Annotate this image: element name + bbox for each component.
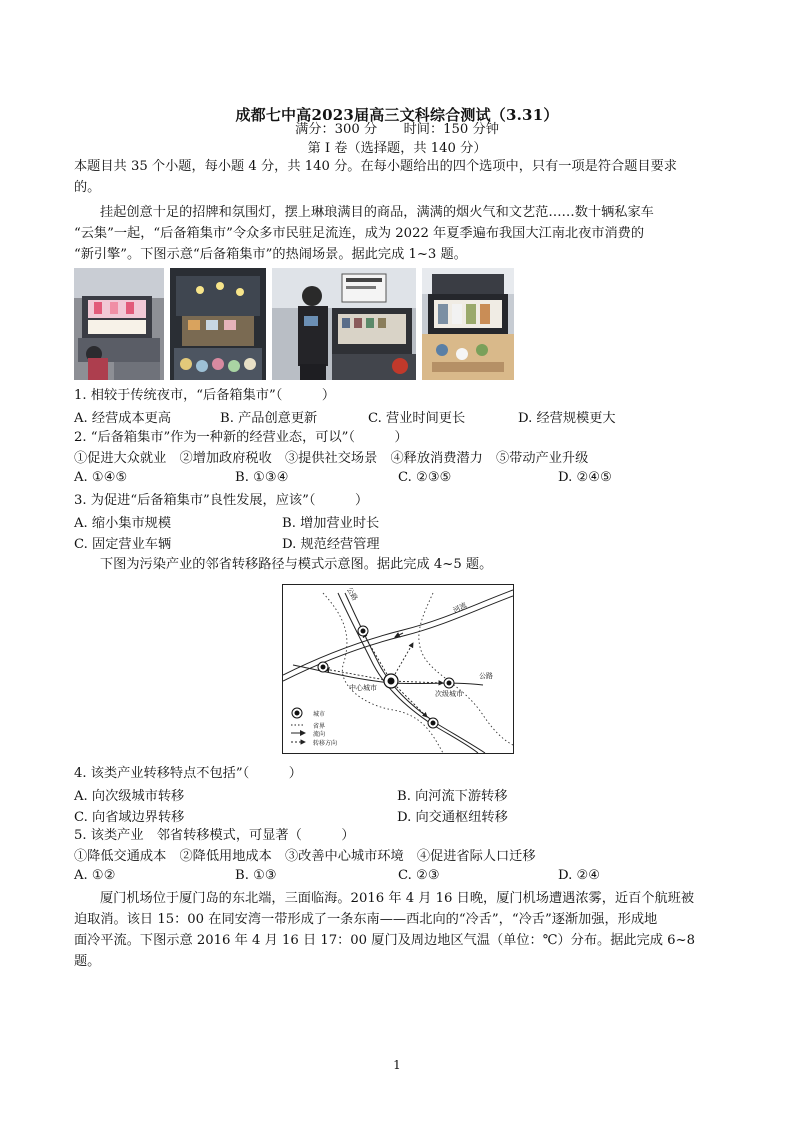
q5-option-b[interactable]: B. ①③: [235, 868, 277, 883]
score-time: 满分：300 分 时间：150 分钟: [295, 122, 499, 137]
passage2-line-1: 下图为污染产业的邻省转移路径与模式示意图。据此完成 4~5 题。: [100, 557, 493, 572]
question-5-stem: 5. 该类产业 邻省转移模式，可显著（ ）: [74, 828, 355, 843]
question-1-stem: 1. 相较于传统夜市，“后备箱集市”（ ）: [74, 388, 336, 403]
q2-option-a[interactable]: A. ①④⑤: [74, 470, 128, 485]
photo-1: [74, 268, 164, 380]
road-1: [345, 593, 485, 753]
map-label-road-top: 公路: [345, 585, 359, 603]
q3-option-c[interactable]: C. 固定营业车辆: [74, 537, 172, 552]
passage3-line-2: 迫取消。该日 15：00 在同安湾一带形成了一条东南——西北向的“冷舌”，“冷舌”逐渐加强，形成地: [74, 912, 658, 927]
photo-2: [170, 268, 266, 380]
legend-border: 省界: [313, 723, 326, 730]
legend-transfer: 转移方向: [313, 740, 338, 747]
instructions-line-1: 本题目共 35 个小题，每小题 4 分，共 140 分。在每小题给出的四个选项中，只有一项是符合题目要求: [74, 159, 677, 174]
q1-option-b[interactable]: B. 产品创意更新: [220, 411, 318, 426]
q2-statements: ①促进大众就业 ②增加政府税收 ③提供社交场景 ④释放消费潜力 ⑤带动产业升级: [74, 451, 589, 466]
passage3-line-1: 厦门机场位于厦门岛的东北端，三面临海。2016 年 4 月 16 日晚，厦门机场遭遇浓雾，近百个航班被: [100, 891, 695, 906]
transfer-arrow-south: [391, 681, 427, 717]
passage3-line-3: 面冷平流。下图示意 2016 年 4 月 16 日 17：00 厦门及周边地区气温（单位：℃）分布。据此完成 6~8: [74, 933, 695, 948]
question-4-stem: 4. 该类产业转移特点不包括”（ ）: [74, 766, 302, 781]
question-2-stem: 2. “后备箱集市”作为一种新的经营业态，可以”（ ）: [74, 430, 408, 445]
page-number: 1: [393, 1058, 401, 1072]
q2-option-d[interactable]: D. ②④⑤: [558, 470, 612, 485]
exam-title: 成都七中高2023届高三文科综合测试（3.31）: [235, 106, 559, 124]
q5-option-c[interactable]: C. ②③: [398, 868, 440, 883]
q2-option-c[interactable]: C. ②③⑤: [398, 470, 452, 485]
map-label-sub-city: 次级城市: [435, 690, 463, 698]
q1-option-d[interactable]: D. 经营规模更大: [518, 411, 616, 426]
legend-city: 城市: [313, 711, 326, 718]
passage1-line-3: “新引擎”。下图示意“后备箱集市”的热闹场景。据此完成 1~3 题。: [74, 247, 467, 262]
q4-option-b[interactable]: B. 向河流下游转移: [397, 789, 508, 804]
q1-option-c[interactable]: C. 营业时间更长: [368, 411, 466, 426]
q3-option-b[interactable]: B. 增加营业时长: [282, 516, 380, 531]
q5-statements: ①降低交通成本 ②降低用地成本 ③改善中心城市环境 ④促进省际人口迁移: [74, 849, 536, 864]
q1-option-a[interactable]: A. 经营成本更高: [74, 411, 172, 426]
section-heading: 第 I 卷（选择题，共 140 分）: [307, 141, 487, 156]
transfer-arrow-east: [391, 681, 443, 683]
city-marker-south: [428, 718, 438, 728]
industry-transfer-map: [282, 584, 514, 754]
q3-option-a[interactable]: A. 缩小集市规模: [74, 516, 172, 531]
q5-option-a[interactable]: A. ①②: [74, 868, 116, 883]
question-3-stem: 3. 为促进“后备箱集市”良性发展，应该”（ ）: [74, 493, 369, 508]
province-border-1: [323, 593, 443, 753]
q5-option-d[interactable]: D. ②④: [558, 868, 601, 883]
photo-3: [272, 268, 416, 380]
city-marker-east: [444, 678, 454, 688]
q2-option-b[interactable]: B. ①③④: [235, 470, 289, 485]
q4-option-a[interactable]: A. 向次级城市转移: [74, 789, 185, 804]
transfer-arrow-west: [325, 669, 391, 681]
city-marker-west: [318, 662, 328, 672]
q4-option-c[interactable]: C. 向省域边界转移: [74, 810, 185, 825]
map-label-river: 河流: [451, 601, 469, 615]
q3-option-d[interactable]: D. 规范经营管理: [282, 537, 380, 552]
river: [283, 596, 513, 681]
map-legend: [291, 708, 305, 742]
central-city-marker: [384, 674, 398, 688]
photo-4: [422, 268, 514, 380]
q4-option-d[interactable]: D. 向交通枢纽转移: [397, 810, 508, 825]
passage1-line-1: 挂起创意十足的招牌和氛围灯，摆上琳琅满目的商品，满满的烟火气和文艺范……数十辆私家车: [100, 205, 654, 220]
map-label-road-right: 公路: [479, 672, 493, 680]
city-marker-north: [358, 626, 368, 636]
passage3-line-4: 题。: [74, 954, 101, 969]
passage1-line-2: “云集”一起，“后备箱集市”令众多市民驻足流连，成为 2022 年夏季遍布我国大江南北夜市消费的: [74, 226, 645, 241]
legend-flow: 流向: [313, 731, 326, 738]
map-label-center-city: 中心城市: [349, 684, 377, 692]
instructions-line-2: 的。: [74, 180, 101, 195]
